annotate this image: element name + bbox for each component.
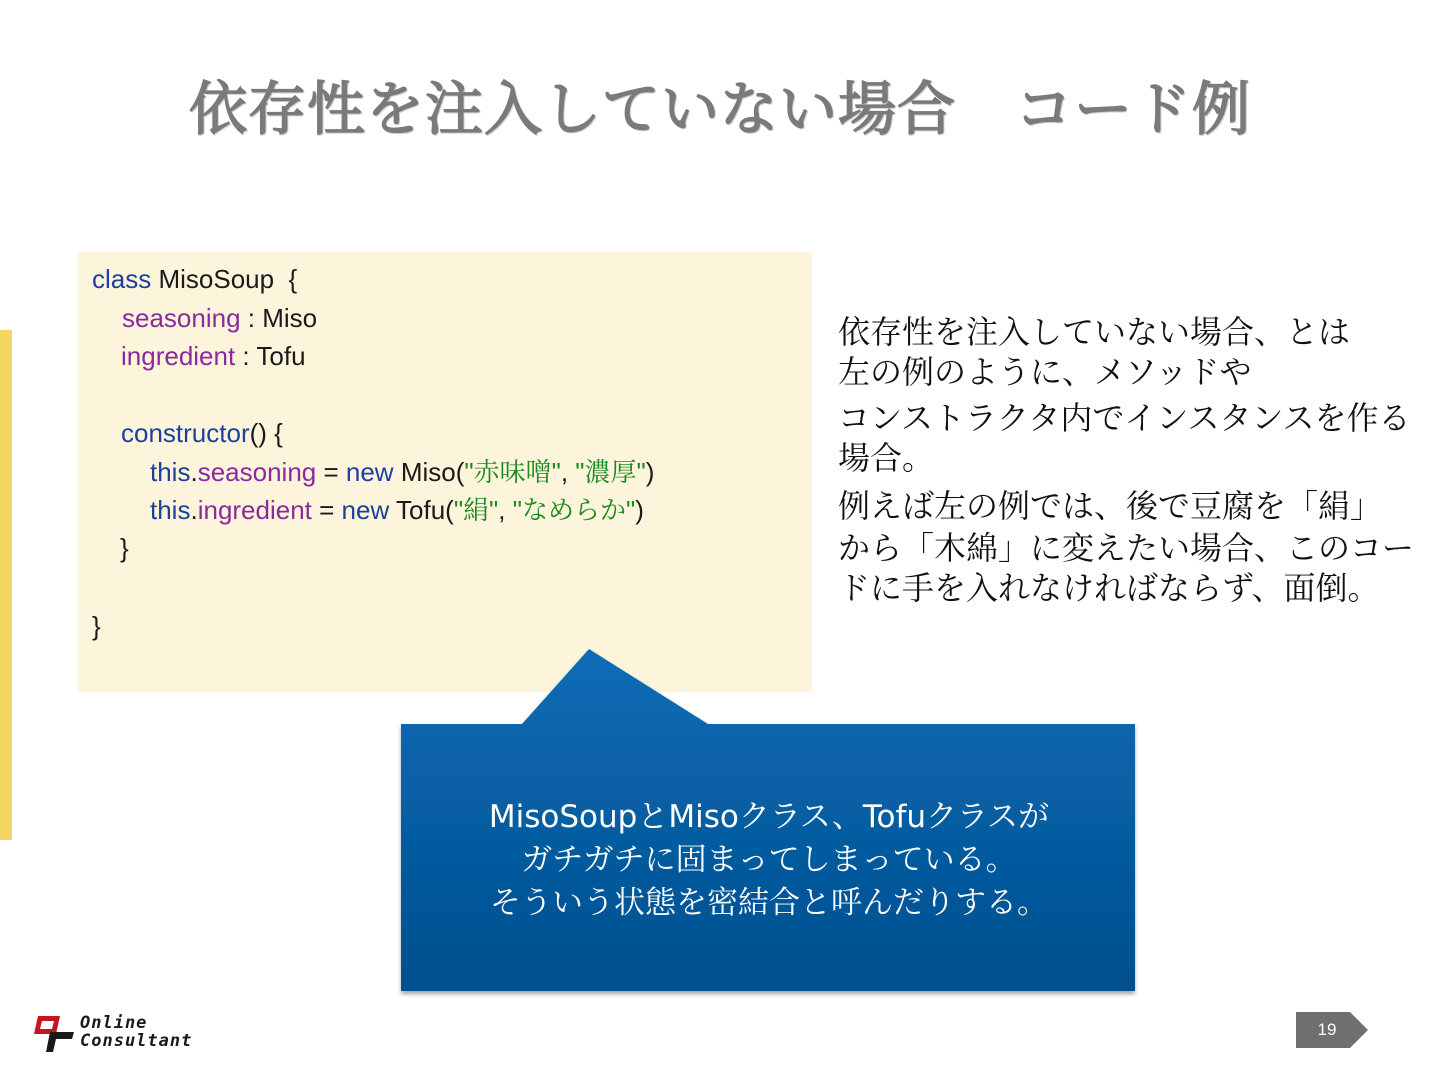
explanation-line: 例えば左の例では、後で豆腐を「絹」 bbox=[838, 487, 1383, 525]
code-line-assign-seasoning bbox=[150, 453, 654, 491]
code-keyword-this: this bbox=[150, 495, 191, 525]
code-keyword-new: new bbox=[341, 495, 390, 525]
logo-mark-icon bbox=[30, 1012, 78, 1056]
logo-text-online: Online bbox=[80, 1013, 148, 1033]
callout-line: MisoSoupとMisoクラス、Tofuクラスが bbox=[488, 799, 1050, 835]
code-paren: ) bbox=[635, 495, 644, 525]
code-string: "濃厚" bbox=[575, 457, 646, 487]
code-line-constructor bbox=[121, 414, 283, 452]
code-text: : Tofu bbox=[235, 341, 306, 371]
code-string: "なめらか" bbox=[512, 495, 636, 525]
code-string: "赤味噌" bbox=[464, 457, 561, 487]
slide-title: 依存性を注入していない場合 コード例 bbox=[188, 75, 1251, 143]
code-line-class bbox=[92, 260, 297, 298]
code-line-assign-ingredient bbox=[150, 491, 644, 529]
callout-line: ガチガチに固まってしまっている。 bbox=[521, 842, 1017, 878]
code-class-call: Miso( bbox=[393, 457, 465, 487]
callout-text bbox=[398, 796, 1140, 925]
code-comma: , bbox=[498, 495, 513, 525]
code-text: : Miso bbox=[240, 303, 318, 333]
code-line-close-constructor: } bbox=[120, 533, 129, 563]
explanation-text bbox=[838, 312, 1428, 608]
code-line-seasoning bbox=[122, 299, 317, 337]
page-number: 19 bbox=[1317, 1020, 1337, 1039]
code-property: seasoning bbox=[122, 303, 241, 333]
explanation-line: ドに手を入れなければならず、面倒。 bbox=[838, 569, 1380, 607]
code-comma: , bbox=[560, 457, 576, 487]
explanation-line: コンストラクタ内でインスタンスを作る bbox=[838, 399, 1411, 437]
logo-text-consultant: Consultant bbox=[80, 1031, 193, 1051]
online-consultant-logo bbox=[30, 1010, 230, 1056]
code-dot: . bbox=[190, 495, 198, 525]
code-keyword-new: new bbox=[345, 457, 394, 487]
code-line-ingredient bbox=[121, 337, 306, 375]
code-string: "絹" bbox=[453, 495, 499, 525]
code-keyword: constructor bbox=[121, 418, 250, 448]
code-property: ingredient bbox=[121, 341, 236, 371]
callout-line: そういう状態を密結合と呼んだりする。 bbox=[490, 885, 1048, 921]
explanation-line: 場合。 bbox=[838, 439, 935, 477]
left-accent-bar bbox=[0, 330, 12, 840]
code-keyword: class bbox=[92, 264, 152, 294]
explanation-line: から「木綿」に変えたい場合、このコー bbox=[838, 529, 1415, 567]
code-dot: . bbox=[190, 457, 198, 487]
callout-box bbox=[398, 646, 1140, 998]
code-block bbox=[78, 252, 812, 692]
code-text: MisoSoup { bbox=[151, 264, 298, 294]
code-property: ingredient bbox=[197, 495, 312, 525]
code-line-close-class: } bbox=[92, 611, 101, 641]
code-paren: ) bbox=[645, 457, 655, 487]
code-keyword-this: this bbox=[150, 457, 191, 487]
explanation-line: 依存性を注入していない場合、とは bbox=[838, 313, 1351, 351]
code-property: seasoning bbox=[197, 457, 317, 487]
page-number-badge bbox=[1296, 1012, 1368, 1048]
code-class-call: Tofu( bbox=[389, 495, 454, 525]
code-operator: = bbox=[316, 457, 346, 487]
explanation-line: 左の例のように、メソッドや bbox=[838, 353, 1252, 391]
code-text: () { bbox=[249, 418, 283, 448]
code-operator: = bbox=[311, 495, 342, 525]
